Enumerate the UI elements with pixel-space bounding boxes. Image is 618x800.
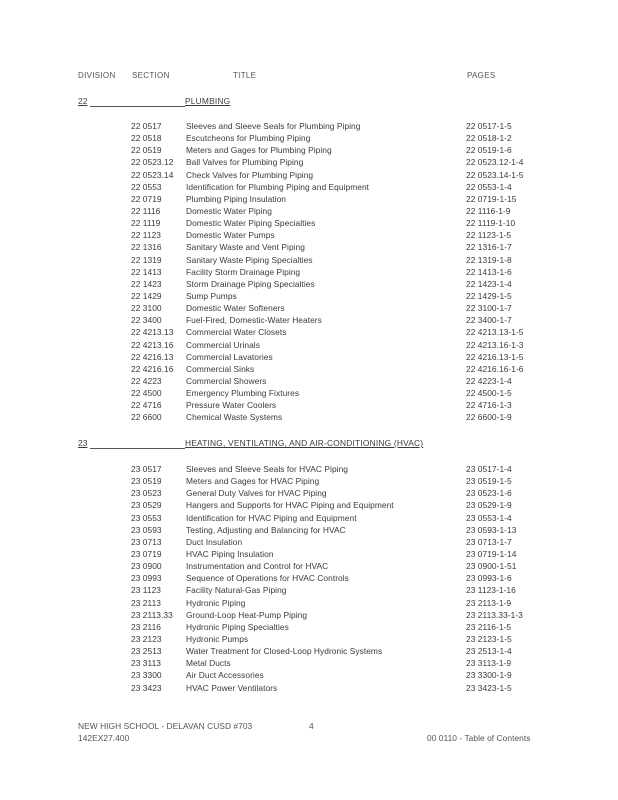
toc-section-number: 23 0593 (131, 524, 162, 535)
toc-page-range: 23 0519-1-5 (466, 476, 512, 487)
toc-section-title: Water Treatment for Closed-Loop Hydronic Systems (186, 646, 383, 657)
toc-page-range: 22 0523.12-1-4 (466, 157, 524, 168)
toc-section-title: Plumbing Piping Insulation (186, 193, 287, 204)
toc-section-title: Commercial Showers (186, 375, 267, 386)
toc-entry-row (0, 182, 618, 194)
toc-section-title: Ground-Loop Heat-Pump Piping (186, 609, 308, 620)
toc-section-title: Chemical Waste Systems (186, 412, 283, 423)
toc-section-number: 23 2513 (131, 646, 162, 657)
toc-entry-row (0, 622, 618, 634)
toc-section-number: 22 1316 (131, 242, 162, 253)
toc-page-range: 23 0593-1-13 (466, 524, 517, 535)
toc-section-number: 23 0553 (131, 512, 162, 523)
toc-page-range: 22 0719-1-15 (466, 193, 517, 204)
division-22-entries (0, 121, 618, 425)
division-23-entries (0, 464, 618, 695)
toc-entry-row (0, 242, 618, 254)
toc-page-range: 23 0993-1-6 (466, 573, 512, 584)
toc-page-range: 22 1423-1-4 (466, 278, 512, 289)
toc-entry-row (0, 376, 618, 388)
toc-section-title: Storm Drainage Piping Specialties (186, 278, 315, 289)
toc-entry-row (0, 488, 618, 500)
toc-section-number: 22 0553 (131, 181, 162, 192)
toc-section-number: 22 0518 (131, 133, 162, 144)
toc-section-number: 22 0519 (131, 145, 162, 156)
toc-entry-row (0, 537, 618, 549)
toc-page-range: 23 0523-1-6 (466, 488, 512, 499)
division-heading-22 (78, 96, 428, 108)
toc-section-title: Identification for HVAC Piping and Equipment (186, 512, 357, 523)
toc-entry-row (0, 121, 618, 133)
toc-section-title: Domestic Water Softeners (186, 303, 285, 314)
toc-page-range: 22 1123-1-5 (466, 230, 512, 241)
toc-entry-row (0, 194, 618, 206)
toc-section-title: Ball Valves for Plumbing Piping (186, 157, 304, 168)
toc-entry-row (0, 218, 618, 230)
toc-section-number: 22 1413 (131, 266, 162, 277)
toc-entry-row (0, 145, 618, 157)
toc-section-number: 22 1423 (131, 278, 162, 289)
toc-section-number: 23 1123 (131, 585, 162, 596)
toc-page-range: 22 0518-1-2 (466, 133, 512, 144)
toc-section-title: Emergency Plumbing Fixtures (186, 388, 300, 399)
toc-entry-row (0, 255, 618, 267)
toc-page-range: 23 1123-1-16 (466, 585, 516, 596)
division-title: PLUMBING (185, 96, 231, 106)
toc-section-number: 22 1429 (131, 290, 162, 301)
column-header-pages: PAGES (467, 71, 496, 80)
toc-entry-row (0, 525, 618, 537)
toc-section-title: Commercial Water Closets (186, 327, 287, 338)
toc-section-title: Pressure Water Coolers (186, 400, 277, 411)
toc-section-title: Sleeves and Sleeve Seals for Plumbing Piping (186, 121, 361, 131)
footer-project-number: 142EX27.400 (78, 733, 130, 743)
toc-section-number: 23 0900 (131, 561, 162, 572)
toc-section-title: Check Valves for Plumbing Piping (186, 169, 314, 180)
toc-entry-row (0, 400, 618, 412)
toc-page-range: 22 1119-1-10 (466, 218, 516, 229)
column-header-division: DIVISION (78, 71, 116, 80)
toc-section-number: 22 4500 (131, 388, 162, 399)
toc-entry-row (0, 513, 618, 525)
toc-section-title: Domestic Water Piping Specialties (186, 218, 316, 229)
division-number: 22 (78, 96, 88, 106)
toc-entry-row (0, 133, 618, 145)
footer-school-name: NEW HIGH SCHOOL - DELAVAN CUSD #703 (78, 721, 253, 731)
toc-page-range: 23 0719-1-14 (466, 548, 517, 559)
toc-section-number: 23 0719 (131, 548, 162, 559)
toc-page-range: 22 4213.13-1-5 (466, 327, 524, 338)
toc-entry-row (0, 610, 618, 622)
toc-entry-row (0, 658, 618, 670)
toc-section-number: 22 4213.16 (131, 339, 174, 350)
toc-section-number: 22 1319 (131, 254, 162, 265)
toc-section-number: 23 0713 (131, 536, 162, 547)
toc-section-title: Commercial Urinals (186, 339, 260, 350)
division-title: HEATING, VENTILATING, AND AIR-CONDITIONING (HVAC) (185, 438, 424, 448)
toc-section-number: 23 0517 (131, 464, 162, 474)
division-number: 23 (78, 438, 88, 448)
toc-section-title: Sanitary Waste and Vent Piping (186, 242, 305, 253)
toc-entry-row (0, 388, 618, 400)
toc-section-number: 23 2123 (131, 633, 162, 644)
toc-page-range: 23 0713-1-7 (466, 536, 512, 547)
toc-section-title: Commercial Lavatories (186, 351, 273, 362)
toc-section-number: 23 3113 (131, 658, 162, 669)
toc-page-range: 22 4213.16-1-3 (466, 339, 524, 350)
footer-page-number: 4 (309, 721, 314, 731)
toc-section-title: Facility Storm Drainage Piping (186, 266, 301, 277)
toc-section-title: Hydronic Piping (186, 597, 246, 608)
division-rule (90, 448, 185, 449)
toc-section-title: Facility Natural-Gas Piping (186, 585, 287, 596)
toc-section-number: 22 0523.14 (131, 169, 174, 180)
toc-page-range: 23 2113.33-1-3 (466, 609, 523, 620)
toc-page-range: 22 1116-1-9 (466, 205, 511, 216)
toc-entry-row (0, 598, 618, 610)
toc-section-number: 22 4216.16 (131, 363, 174, 374)
toc-entry-row (0, 352, 618, 364)
toc-page-range: 23 0553-1-4 (466, 512, 512, 523)
toc-entry-row (0, 267, 618, 279)
toc-section-title: Meters and Gages for HVAC Piping (186, 476, 320, 487)
toc-page-range: 23 3300-1-9 (466, 670, 512, 681)
toc-section-title: Sequence of Operations for HVAC Controls (186, 573, 349, 584)
toc-section-number: 22 4213.13 (131, 327, 174, 338)
toc-entry-row (0, 561, 618, 573)
toc-page-range: 22 1413-1-6 (466, 266, 512, 277)
toc-page-range: 22 4500-1-5 (466, 388, 512, 399)
toc-section-number: 22 6600 (131, 412, 162, 423)
toc-entry-row (0, 364, 618, 376)
division-heading-23 (78, 438, 428, 450)
toc-section-number: 22 3100 (131, 303, 162, 314)
toc-page-range: 23 0517-1-4 (466, 464, 512, 474)
toc-entry-row (0, 476, 618, 488)
toc-page-range: 22 0519-1-6 (466, 145, 512, 156)
toc-page-range: 22 3100-1-7 (466, 303, 512, 314)
toc-section-number: 23 0529 (131, 500, 162, 511)
toc-entry-row (0, 279, 618, 291)
toc-section-title: Hydronic Pumps (186, 633, 249, 644)
toc-page-range: 23 0900-1-51 (466, 561, 517, 572)
toc-section-title: Metal Ducts (186, 658, 231, 669)
toc-section-title: Fuel-Fired, Domestic-Water Heaters (186, 315, 322, 326)
toc-entry-row (0, 315, 618, 327)
toc-entry-row (0, 683, 618, 695)
toc-page-range: 23 3423-1-5 (466, 682, 512, 693)
toc-section-number: 23 3300 (131, 670, 162, 681)
toc-section-number: 23 2113.33 (131, 609, 173, 620)
toc-section-title: Instrumentation and Control for HVAC (186, 561, 329, 572)
toc-section-number: 23 0993 (131, 573, 162, 584)
toc-page-range: 22 1429-1-5 (466, 290, 512, 301)
column-header-title: TITLE (233, 71, 257, 80)
division-rule (90, 106, 185, 107)
toc-section-number: 23 2113 (131, 597, 162, 608)
toc-section-number: 23 2116 (131, 621, 162, 632)
toc-section-number: 22 0719 (131, 193, 162, 204)
toc-section-number: 22 1123 (131, 230, 162, 241)
toc-page-range: 22 0553-1-4 (466, 181, 512, 192)
toc-section-number: 23 0519 (131, 476, 162, 487)
toc-section-title: Domestic Water Piping (186, 205, 272, 216)
toc-section-number: 23 0523 (131, 488, 162, 499)
toc-entry-row (0, 303, 618, 315)
toc-page-range: 22 6600-1-9 (466, 412, 512, 423)
toc-section-title: Identification for Plumbing Piping and Equipment (186, 181, 370, 192)
toc-entry-row (0, 585, 618, 597)
toc-section-title: Duct Insulation (186, 536, 243, 547)
toc-section-title: Domestic Water Pumps (186, 230, 275, 241)
toc-entry-row (0, 206, 618, 218)
toc-section-title: Escutcheons for Plumbing Piping (186, 133, 311, 144)
toc-section-number: 22 0517 (131, 121, 162, 131)
toc-section-number: 22 3400 (131, 315, 162, 326)
toc-entry-row (0, 340, 618, 352)
toc-entry-row (0, 412, 618, 424)
toc-entry-row (0, 500, 618, 512)
toc-section-number: 22 1119 (131, 218, 161, 229)
toc-page-range: 23 2513-1-4 (466, 646, 512, 657)
toc-page-range: 22 0523.14-1-5 (466, 169, 524, 180)
toc-section-number: 23 3423 (131, 682, 162, 693)
toc-entry-row (0, 464, 618, 476)
toc-section-title: General Duty Valves for HVAC Piping (186, 488, 327, 499)
toc-page-range: 22 4716-1-3 (466, 400, 512, 411)
toc-entry-row (0, 157, 618, 169)
toc-section-title: Sump Pumps (186, 290, 237, 301)
toc-entry-row (0, 573, 618, 585)
toc-page-range: 22 3400-1-7 (466, 315, 512, 326)
toc-page-range: 22 4223-1-4 (466, 375, 512, 386)
toc-section-title: Commercial Sinks (186, 363, 255, 374)
toc-page-range: 22 4216.13-1-5 (466, 351, 524, 362)
toc-section-title: Testing, Adjusting and Balancing for HVAC (186, 524, 346, 535)
toc-section-title: HVAC Power Ventilators (186, 682, 278, 693)
toc-section-number: 22 4223 (131, 375, 162, 386)
toc-section-number: 22 0523.12 (131, 157, 174, 168)
toc-section-title: Sleeves and Sleeve Seals for HVAC Piping (186, 464, 348, 474)
toc-section-title: Air Duct Accessories (186, 670, 264, 681)
toc-entry-row (0, 549, 618, 561)
toc-page-range: 23 2116-1-5 (466, 621, 512, 632)
toc-page-range: 23 0529-1-9 (466, 500, 512, 511)
toc-entry-row (0, 327, 618, 339)
toc-page-range: 22 0517-1-5 (466, 121, 512, 131)
toc-page-range: 23 3113-1-9 (466, 658, 512, 669)
toc-entry-row (0, 170, 618, 182)
toc-page-range: 23 2113-1-9 (466, 597, 512, 608)
toc-section-title: Hangers and Supports for HVAC Piping and Equipment (186, 500, 394, 511)
toc-section-number: 22 4716 (131, 400, 162, 411)
toc-page-range: 22 1319-1-8 (466, 254, 512, 265)
toc-section-number: 22 1116 (131, 205, 161, 216)
toc-entry-row (0, 670, 618, 682)
toc-entry-row (0, 230, 618, 242)
toc-section-title: Hydronic Piping Specialties (186, 621, 289, 632)
column-header-section: SECTION (132, 71, 170, 80)
toc-entry-row (0, 291, 618, 303)
toc-section-number: 22 4216.13 (131, 351, 174, 362)
toc-entry-row (0, 646, 618, 658)
toc-page-range: 23 2123-1-5 (466, 633, 512, 644)
toc-page-range: 22 1316-1-7 (466, 242, 512, 253)
toc-entry-row (0, 634, 618, 646)
toc-page-range: 22 4216.16-1-6 (466, 363, 524, 374)
toc-section-title: Sanitary Waste Piping Specialties (186, 254, 313, 265)
toc-section-title: Meters and Gages for Plumbing Piping (186, 145, 332, 156)
toc-section-title: HVAC Piping Insulation (186, 548, 274, 559)
footer-document-title: 00 0110 - Table of Contents (427, 733, 531, 743)
